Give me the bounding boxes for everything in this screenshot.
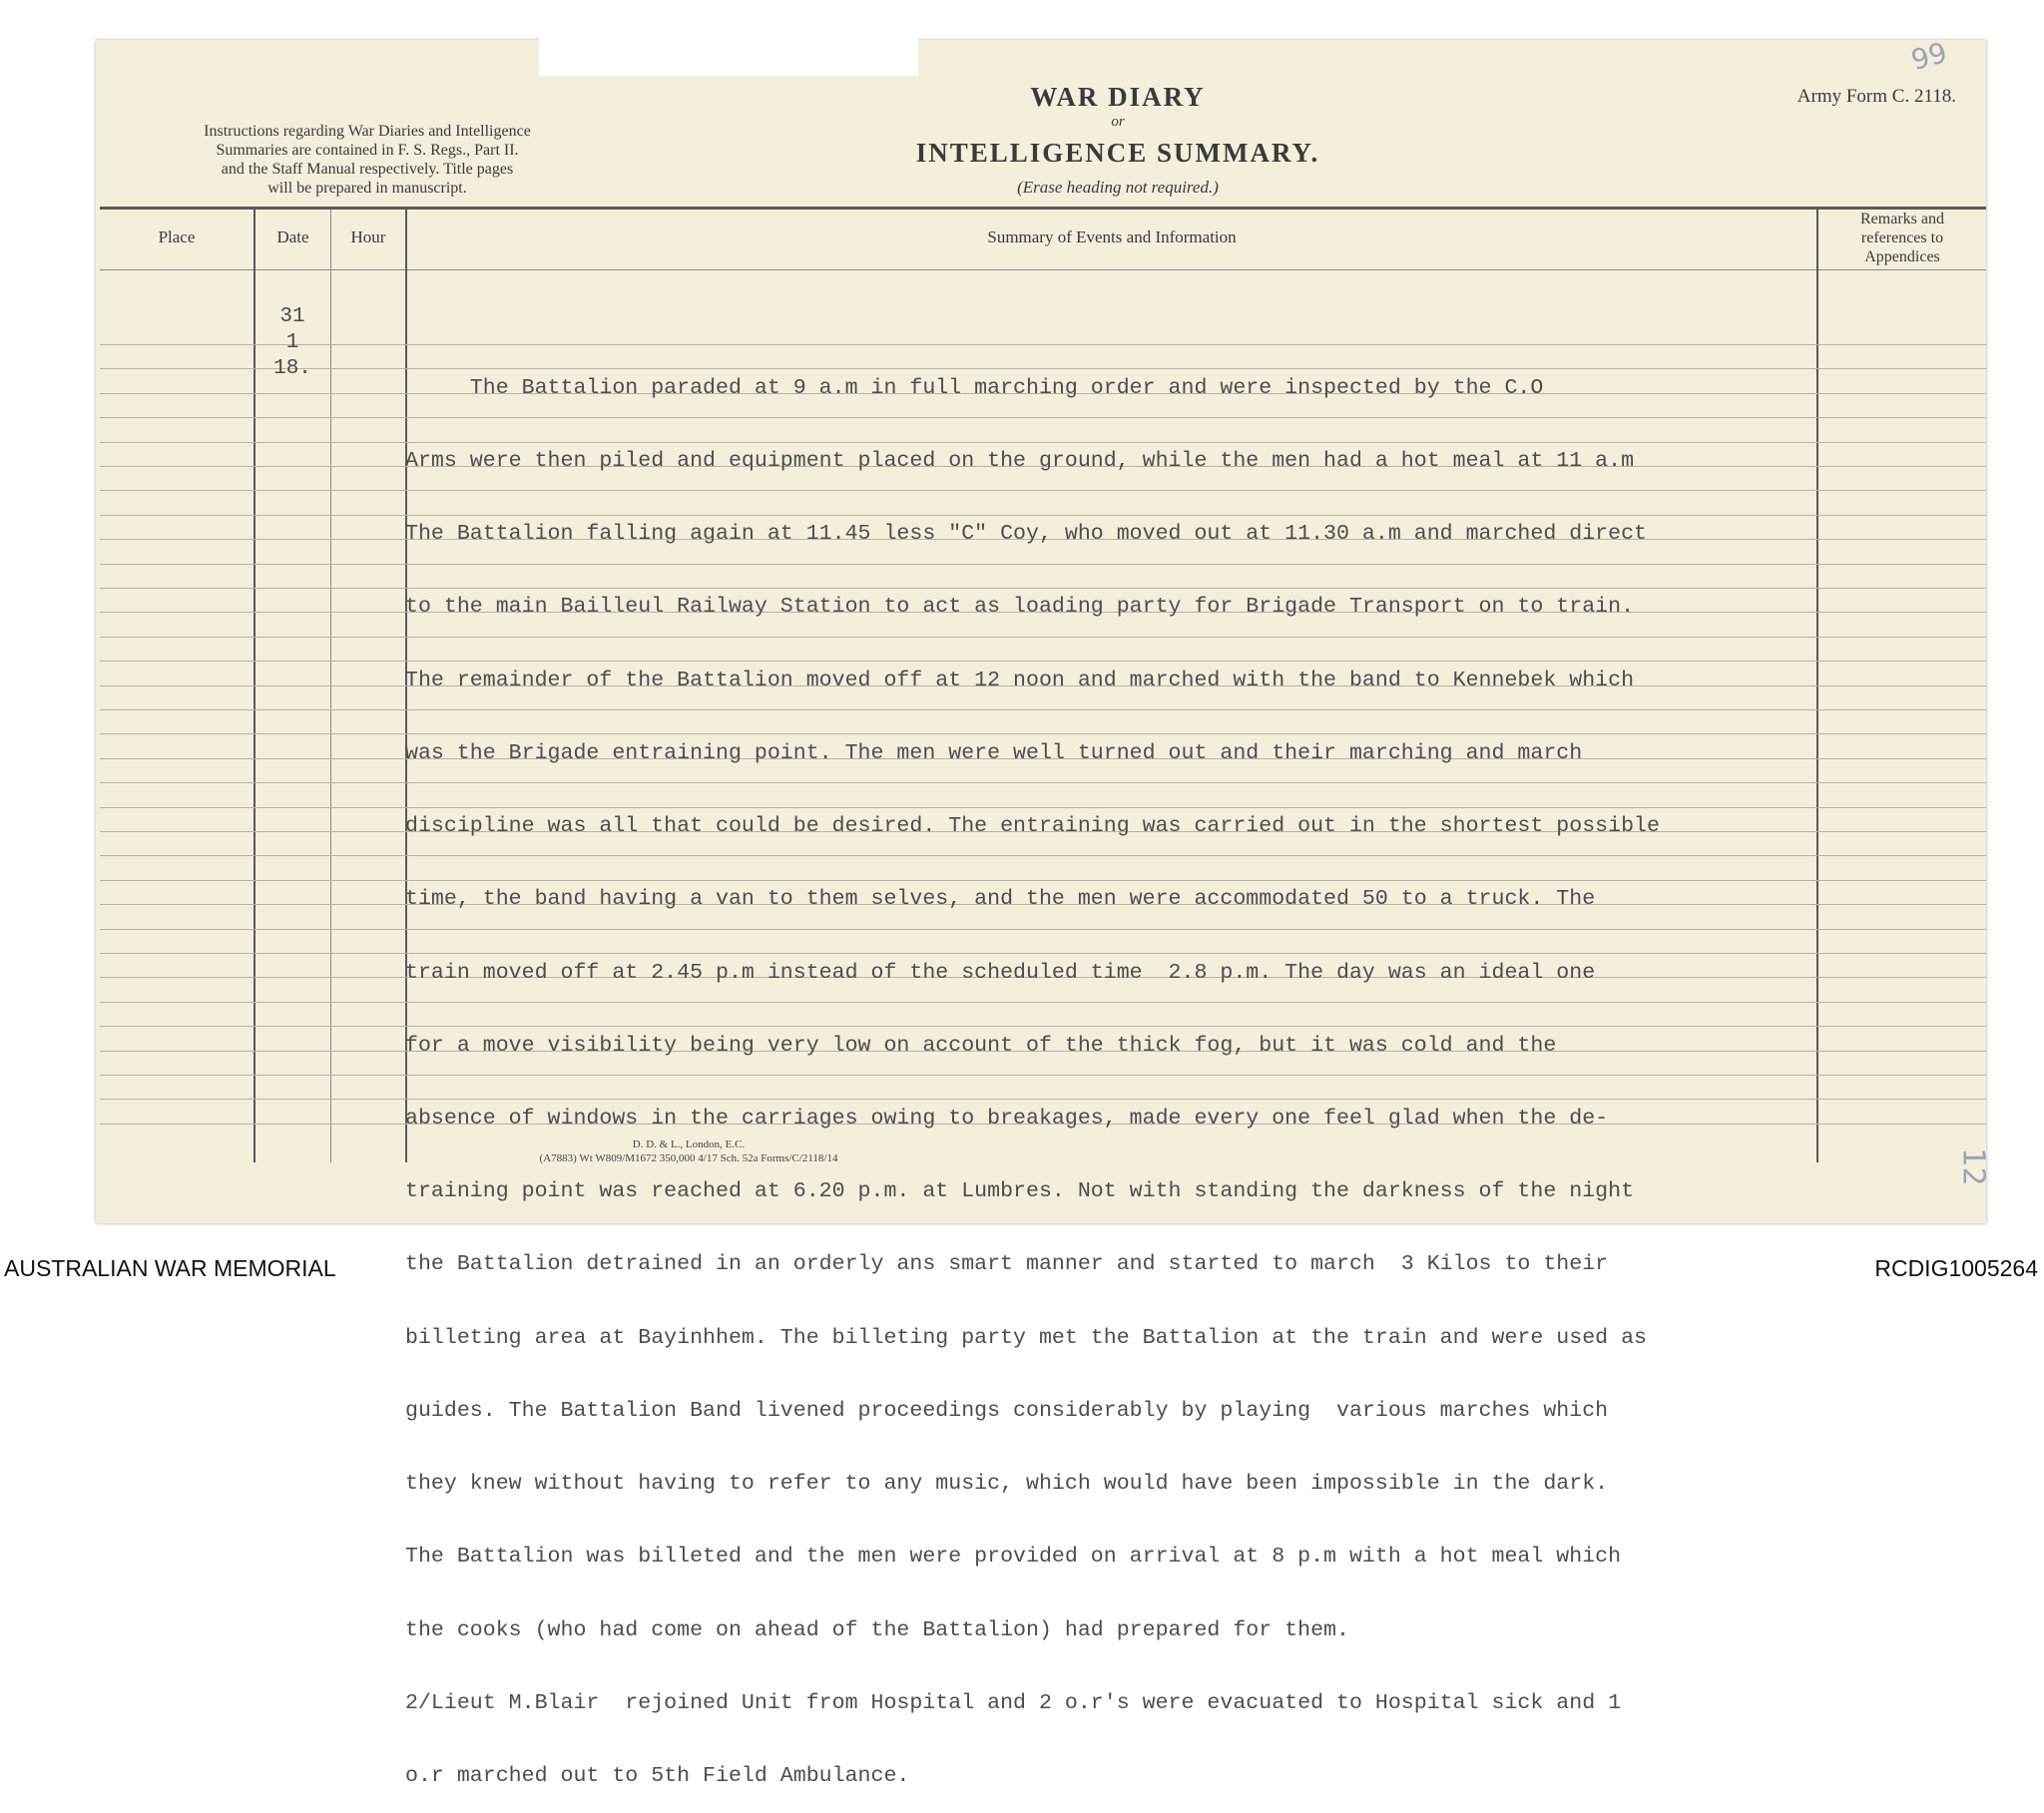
table-top-rule bbox=[100, 207, 1986, 210]
column-header-summary: Summary of Events and Information bbox=[987, 227, 1237, 246]
instructions-note bbox=[138, 122, 597, 198]
summary-line: o.r marched out to 5th Field Ambulance. bbox=[405, 1763, 910, 1788]
summary-line: training point was reached at 6.20 p.m. at Lumbres. Not with standing the darkness of the night bbox=[405, 1179, 1635, 1204]
erase-heading-note: (Erase heading not required.) bbox=[1017, 178, 1219, 197]
summary-line: they knew without having to refer to any music, which would have been impossible in the dark. bbox=[405, 1472, 1609, 1497]
archive-reference-id: RCDIG1005264 bbox=[1874, 1255, 2038, 1281]
printer-imprint bbox=[469, 1137, 908, 1165]
margin-folio-number: 12 bbox=[1955, 1147, 1991, 1186]
summary-line: 2/Lieut M.Blair rejoined Unit from Hospital and 2 o.r's were evacuated to Hospital sick and 1 bbox=[405, 1690, 1622, 1715]
summary-line: absence of windows in the carriages owing to breakages, made every one feel glad when the de- bbox=[405, 1107, 1609, 1131]
summary-entry bbox=[405, 327, 1842, 1813]
summary-line: The Battalion falling again at 11.45 less "C" Coy, who moved out at 11.30 a.m and marched direct bbox=[405, 522, 1648, 547]
remarks-header-line: references to bbox=[1860, 229, 1944, 246]
summary-line: guides. The Battalion Band livened proceedings considerably by playing various marches which bbox=[405, 1398, 1609, 1423]
date-month: 1 bbox=[285, 331, 299, 354]
date-year: 18. bbox=[273, 357, 311, 380]
instructions-line: will be prepared in manuscript. bbox=[267, 180, 467, 197]
summary-line: the cooks (who had come on ahead of the Battalion) had prepared for them. bbox=[405, 1617, 1349, 1642]
header-bottom-rule bbox=[100, 269, 1986, 270]
summary-line: the Battalion detrained in an orderly ans smart manner and started to march 3 Kilos to their bbox=[405, 1252, 1609, 1277]
title-or: or bbox=[1111, 114, 1125, 130]
summary-line: train moved off at 2.45 p.m instead of the scheduled time 2.8 p.m. The day was an ideal one bbox=[405, 960, 1596, 985]
column-header-remarks bbox=[1818, 210, 1986, 266]
date-day: 31 bbox=[279, 305, 305, 328]
instructions-line: Summaries are contained in F. S. Regs., Part II. bbox=[216, 142, 519, 159]
summary-line: The Battalion was billeted and the men were provided on arrival at 8 p.m with a hot meal which bbox=[405, 1545, 1622, 1570]
printer-line: D. D. & L., London, E.C. bbox=[632, 1138, 746, 1150]
column-header-hour: Hour bbox=[350, 227, 386, 246]
column-header-place: Place bbox=[158, 227, 196, 246]
summary-line: discipline was all that could be desired. The entraining was carried out in the shortest possible bbox=[405, 814, 1660, 839]
page-number-mark: 99 bbox=[1907, 35, 1951, 78]
column-header-date: Date bbox=[276, 227, 309, 246]
summary-line: billeting area at Bayinhhem. The billeting party met the Battalion at the train and were used as bbox=[405, 1325, 1648, 1350]
army-form-number: Army Form C. 2118. bbox=[1796, 86, 1956, 107]
archive-credit: AUSTRALIAN WAR MEMORIAL bbox=[4, 1255, 336, 1281]
torn-edge bbox=[539, 36, 918, 76]
summary-line: time, the band having a van to them selves, and the men were accommodated 50 to a truck. The bbox=[405, 887, 1596, 912]
summary-line: for a move visibility being very low on account of the thick fog, but it was cold and the bbox=[405, 1033, 1557, 1058]
title-intelligence-summary: INTELLIGENCE SUMMARY. bbox=[915, 138, 1320, 168]
remarks-header-line: Remarks and bbox=[1860, 211, 1944, 227]
summary-line: was the Brigade entraining point. The men were well turned out and their marching and march bbox=[405, 740, 1583, 765]
summary-line: to the main Bailleul Railway Station to act as loading party for Brigade Transport on to train. bbox=[405, 595, 1635, 620]
summary-line: The remainder of the Battalion moved off at 12 noon and marched with the band to Kennebek which bbox=[405, 668, 1635, 692]
instructions-line: Instructions regarding War Diaries and Intelligence bbox=[204, 123, 531, 140]
remarks-header-line: Appendices bbox=[1864, 248, 1940, 265]
title-war-diary: WAR DIARY bbox=[1030, 82, 1206, 112]
summary-line: Arms were then piled and equipment placed on the ground, while the men had a hot meal at 11 a.m bbox=[405, 449, 1635, 474]
instructions-line: and the Staff Manual respectively. Title pages bbox=[221, 161, 514, 178]
printer-line: (A7883) Wt W809/M1672 350,000 4/17 Sch. 52a Forms/C/2118/14 bbox=[539, 1152, 838, 1164]
summary-line: The Battalion paraded at 9 a.m in full marching order and were inspected by the C.O bbox=[405, 375, 1544, 400]
